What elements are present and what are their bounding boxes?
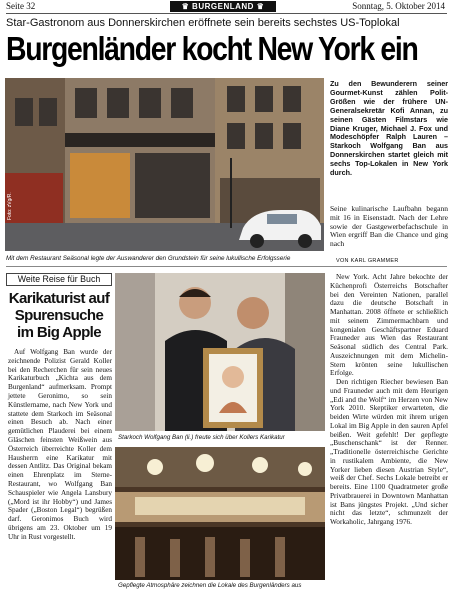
header-rule	[6, 13, 447, 14]
caption-mid-photo: Starkoch Wolfgang Ban (li.) freute sich über Kollers Karikatur	[118, 434, 285, 441]
article-intro: Zu den Bewunderern seiner Gourmet-Kunst zählen Polit-Größen wie der frühere UN-Generalsekretär Kofi Annan, zu seinen Gästen Filmstars wie Diane Kruger, Michael J. Fox und Modeschöpfer Ralph Lauren – Starkoch Wolfgang Ban aus Donnerskirchen startet gleich mit sechs Top-Lokalen in New York durch.	[330, 79, 448, 178]
chef-caricature-photo	[115, 273, 325, 431]
article-kicker: Star-Gastronom aus Donnerskirchen eröffnete sein bereits sechstes US-Toplokal	[6, 17, 400, 29]
author-byline: VON KARL GRAMMER	[336, 258, 399, 264]
sidebar-headline: Karikaturist auf Spurensuche im Big Apple	[8, 290, 110, 341]
restaurant-facade-photo	[5, 78, 324, 251]
article-body-right-top: Seine kulinarische Laufbahn begann mit 16 in Eisenstadt. Nach der Lehre sowie der Gastgewerbefachschule in Wien ergriff Ban die Chance und ging nach	[330, 204, 448, 249]
sidebar-kicker: Weite Reise für Buch	[6, 273, 112, 286]
body-paragraph: New York. Acht Jahre bekochte der Küchenprofi Österreichs Botschafter bei den Vereinten Nationen, parallel dazu die deutsche Botschaft in Manhattan. 2008 öffnete er schließlich mit seinem Zimmermachbarn und kongenialen Geschäftspartner Eduard Frauneder aus Wien das Restaurant Seäsonal südlich des Central Park. Auszeichnungen mit dem Michelin-Stern krönten seine lukullischen Erfolge.	[330, 272, 448, 378]
page-number: Seite 32	[6, 1, 36, 11]
restaurant-interior-photo	[115, 447, 325, 580]
section-label: ♛ BURGENLAND ♛	[170, 1, 276, 12]
article-body-column	[330, 273, 448, 527]
caption-bottom-photo: Gepflegte Atmosphäre zeichnen die Lokale des Burgenländers aus	[118, 582, 302, 589]
page-header	[0, 0, 453, 14]
caption-top-photo: Mit dem Restaurant Seäsonal legte der Auswanderer den Grundstein für seine lukullische Erfolgsserie	[6, 255, 291, 262]
sidebar-body: Auf Wolfgang Ban wurde der zeichnende Polizist Gerald Koller bei den Recherchen für sein neues Karikaturbuch „Kichta aus dem Burgenland“ aufmerksam. Prompt jettete Geronimo, so sein Künstlername, nach New York und stattete dem Starkoch im Seäsonal einen Besuch ab. Nach einer gemütlichen Plauderei bei einem Gläschen feinsten Weißwein aus Österreich überreichte Koller dem Hausherrn eine Karikatur mit dessen Antlitz. Das Original bekam einen Ehrenplatz im Sterne-Restaurant, wo Wolfgang Ban Schauspieler wie Angela Lansbury („Mord ist ihr Hobby“) und James Spader („Boston Legal“) begrüßen darf. Geronimos Buch wird übrigens am 23. Oktober um 19 Uhr in Rust vorgestellt.	[8, 348, 112, 541]
issue-date: Sonntag, 5. Oktober 2014	[352, 1, 445, 11]
body-paragraph: Den richtigen Riecher bewiesen Ban und Frauneder auch mit dem Heurigen „Edi and the Wolf“ im Herzen von New York 2010. Skeptiker erwarteten, die beiden Wirte würden mit ihrem urigen Lokal im Big Apple in den sauren Apfel beißen. Weit gefehlt! Der gepflegte „Buschenschank“ ist der Renner. „Traditionelle österreichische Gerichte in rustikalem Ambiente, die New Yorker lieben diesen Austrian Style“, weiß der Chef. Sechs Lokale betreibt er bereits. Eine 1100 Quadratmeter große Privatbrauerei in Downtown Manhattan ist Bans jüngstes Projekt. „Und sicher nicht das letzte“, schmunzelt der Workaholic, Jahrgang 1976.	[330, 377, 448, 526]
article-headline: Burgenländer kocht New York ein	[6, 30, 418, 67]
section-divider	[6, 266, 447, 267]
photo-credit: Foto: zVg/R.	[7, 192, 13, 220]
